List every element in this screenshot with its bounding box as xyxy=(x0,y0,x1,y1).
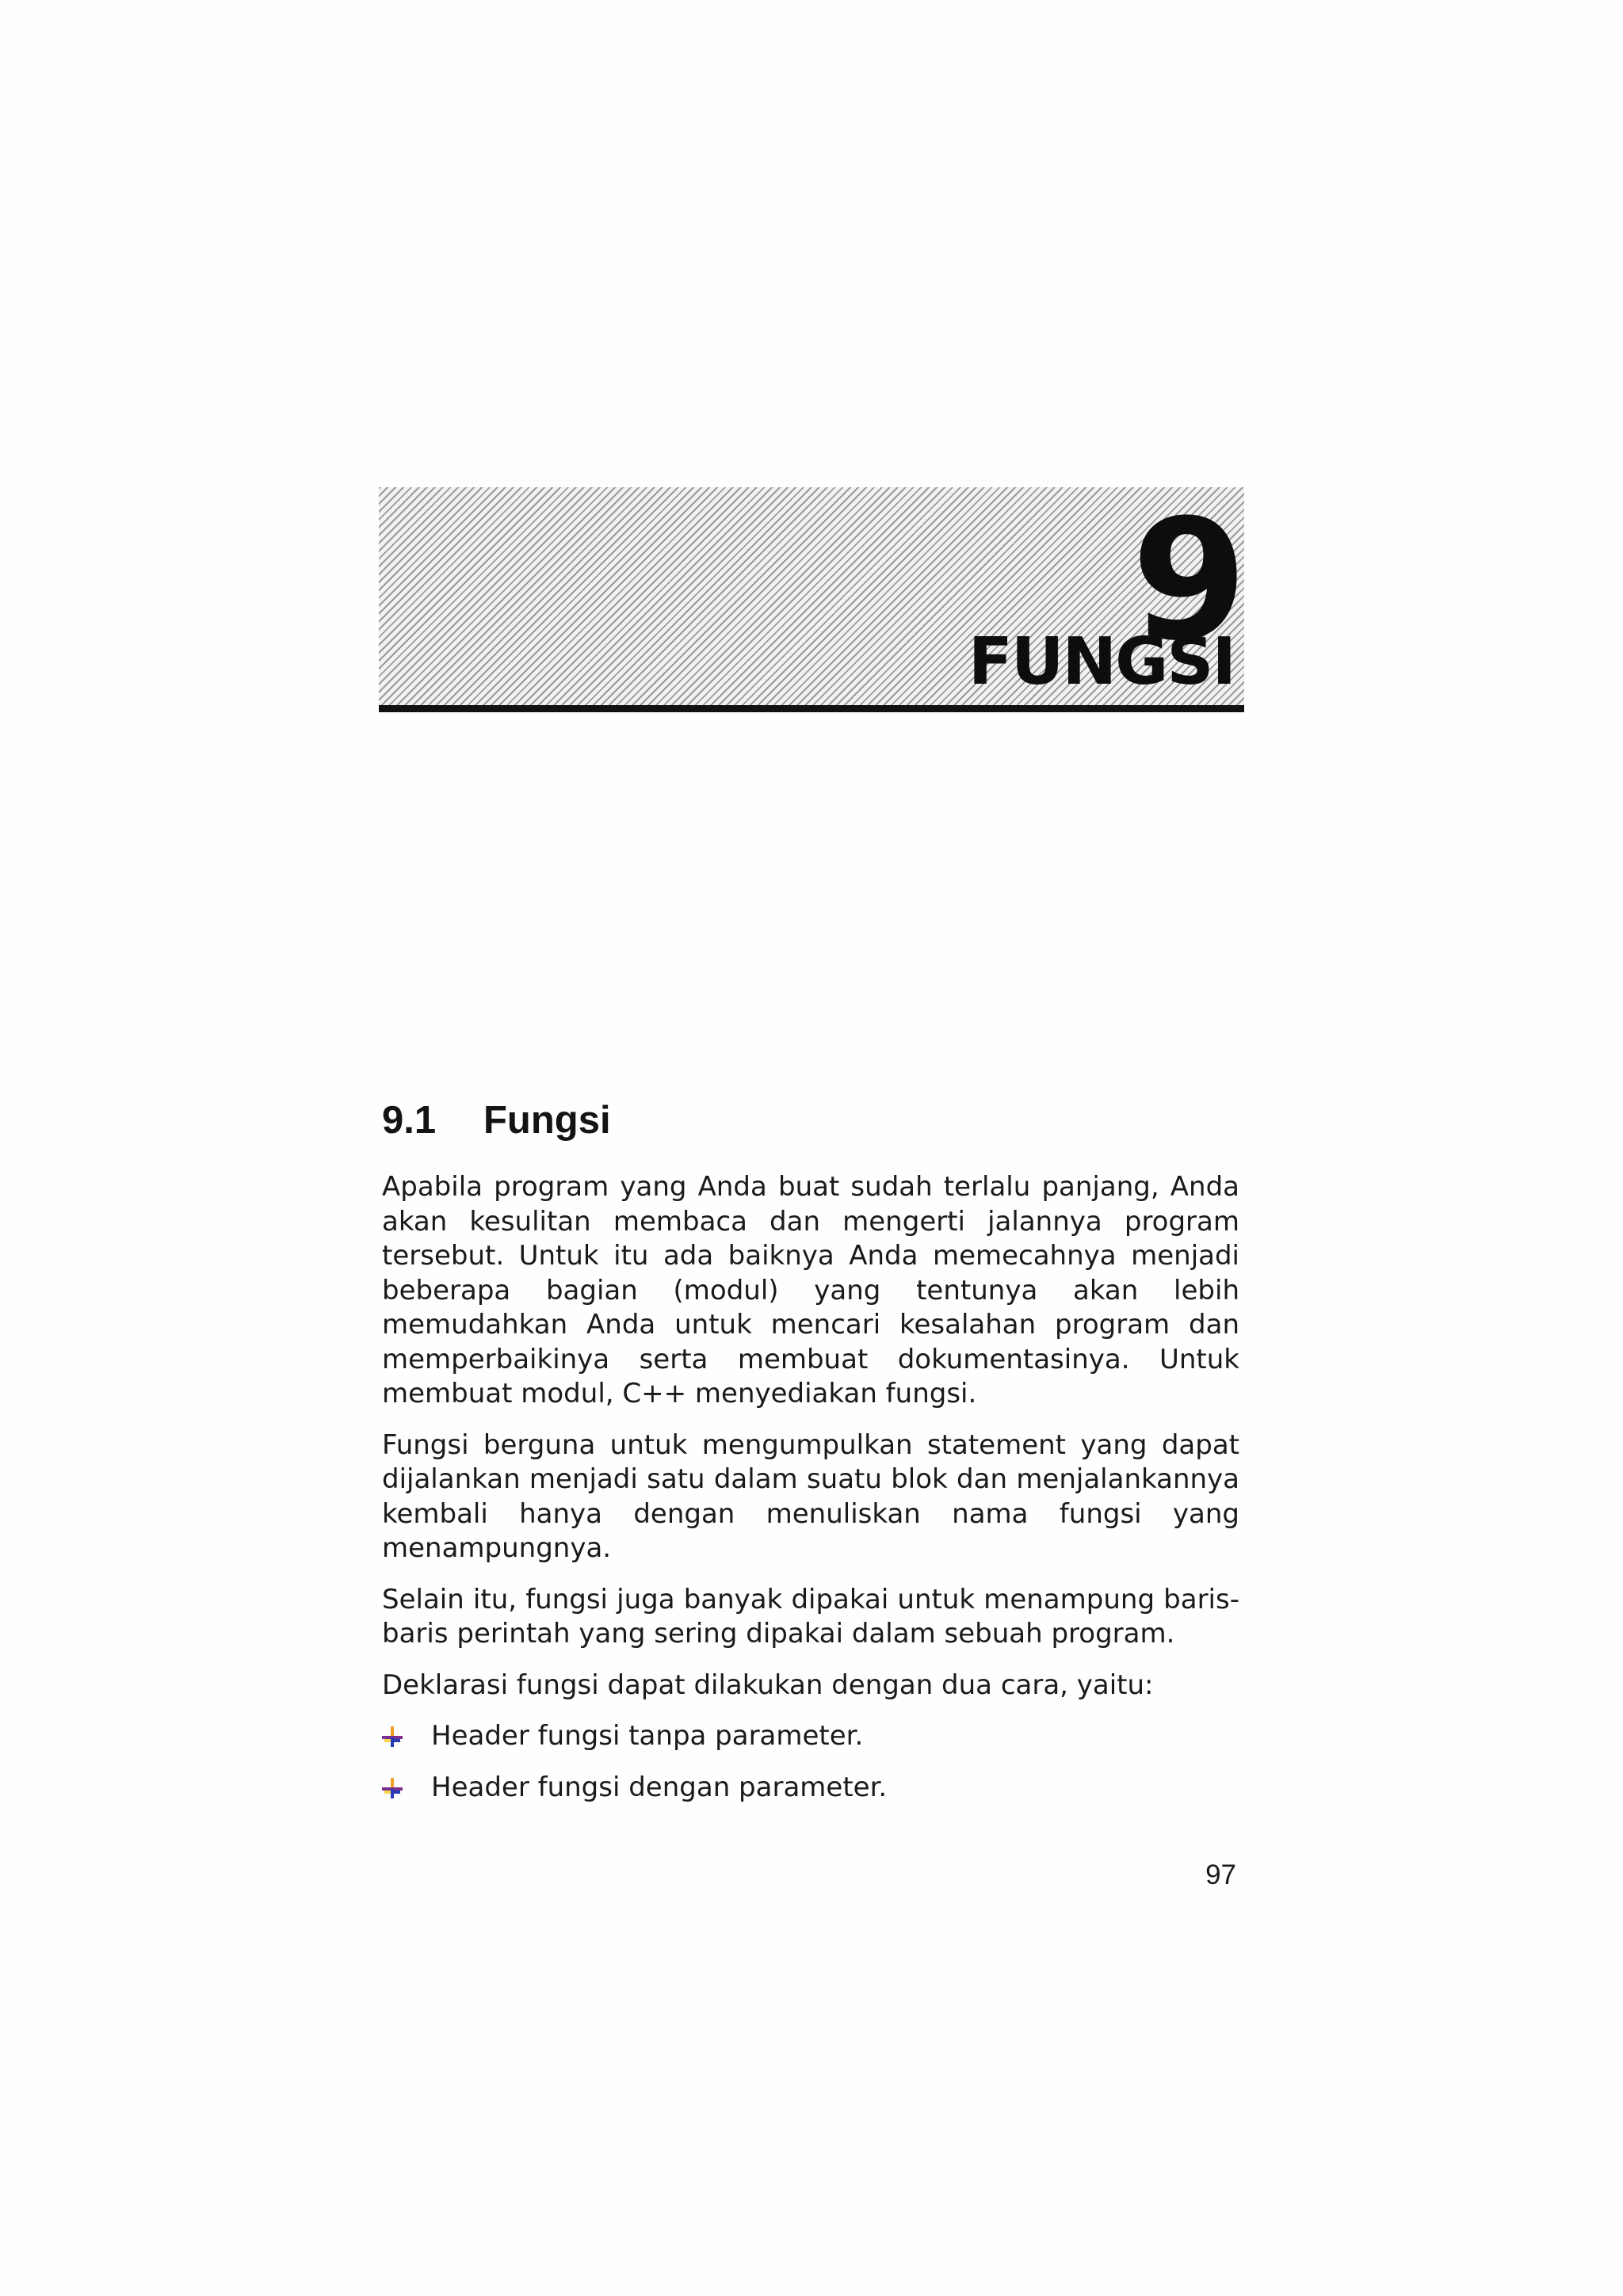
paragraph: Selain itu, fungsi juga banyak dipakai untuk menampung baris-baris perintah yang sering dipakai dalam sebuah program. xyxy=(382,1583,1239,1650)
section-title: Fungsi xyxy=(483,1099,611,1142)
paragraph: Deklarasi fungsi dapat dilakukan dengan dua cara, yaitu: xyxy=(382,1669,1154,1701)
chapter-rule xyxy=(379,705,1244,712)
list-item-text: Header fungsi tanpa parameter. xyxy=(431,1720,864,1752)
page-number: 97 xyxy=(1205,1859,1236,1890)
arrow-bullet-icon xyxy=(382,1778,403,1798)
list-item xyxy=(382,1719,1239,1754)
arrow-bullet-icon xyxy=(382,1726,403,1747)
list-item xyxy=(382,1771,1239,1806)
section-heading xyxy=(382,1100,611,1142)
chapter-title: FUNGSI xyxy=(968,624,1235,700)
paragraph: Fungsi berguna untuk mengumpulkan statement yang dapat dijalankan menjadi satu dalam suatu blok dan menjalankannya kembali hanya dengan menuliskan nama fungsi yang menampungnya. xyxy=(382,1428,1239,1564)
bullet-list xyxy=(382,1719,1239,1805)
paragraph: Apabila program yang Anda buat sudah terlalu panjang, Anda akan kesulitan membaca dan mengerti jalannya program tersebut. Untuk itu ada baiknya Anda memecahnya menjadi beberapa bagian (modul) yang tentunya akan lebih memudahkan Anda untuk mencari kesalahan program dan memperbaikinya serta membuat dokumentasinya. Untuk membuat modul, C++ menyediakan fungsi. xyxy=(382,1171,1239,1409)
section-content xyxy=(382,1170,1239,1821)
chapter-number: 9 xyxy=(1131,483,1244,677)
list-item-text: Header fungsi dengan parameter. xyxy=(431,1771,888,1803)
section-number: 9.1 xyxy=(382,1099,437,1142)
